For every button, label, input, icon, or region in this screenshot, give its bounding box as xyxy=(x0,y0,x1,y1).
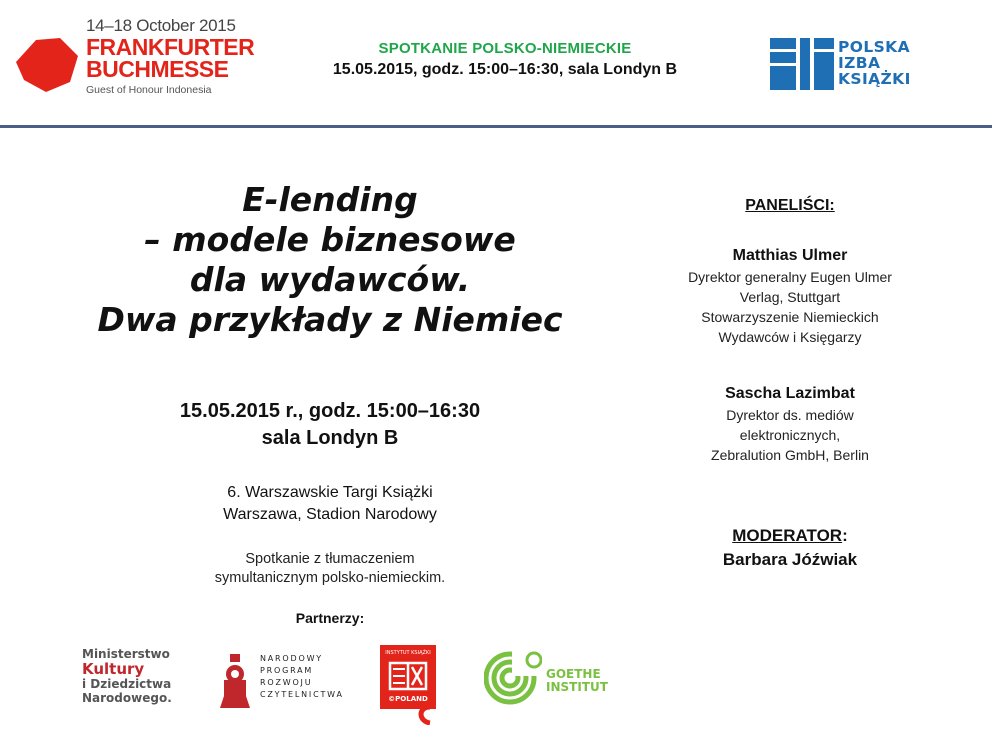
narodowy-program-logo xyxy=(216,652,366,712)
venue-line2: Warszawa, Stadion Narodowy xyxy=(223,506,437,523)
goethe-line2: INSTITUT xyxy=(546,680,608,694)
goethe-line1: GOETHE xyxy=(546,667,601,681)
title-line-1: E-lending xyxy=(242,180,418,219)
moderator-heading xyxy=(630,524,950,548)
translation-note xyxy=(40,550,620,588)
nprc-line3: ROZWOJU xyxy=(260,678,313,687)
partners-label: Partnerzy: xyxy=(295,610,365,626)
title-line-4: Dwa przykłady z Niemiec xyxy=(97,300,563,339)
mkidn-line1: Ministerstwo xyxy=(82,647,170,661)
panelist-role-line: Zebralution GmbH, Berlin xyxy=(711,447,869,463)
mkidn-line3: i Dziedzictwa xyxy=(82,677,172,691)
nprc-line4: CZYTELNICTWA xyxy=(260,690,344,699)
main-title xyxy=(40,180,620,340)
translation-line1: Spotkanie z tłumaczeniem xyxy=(245,551,415,567)
moderator-name: Barbara Jóźwiak xyxy=(722,550,858,569)
panelist-role-line: elektronicznych, xyxy=(739,427,841,443)
panelist-name: Sascha Lazimbat xyxy=(725,385,855,402)
nprc-line2: PROGRAM xyxy=(260,666,314,675)
ik-bottom-text: ©POLAND xyxy=(388,695,428,703)
panelist-role-line: Wydawców i Księgarzy xyxy=(718,329,862,345)
panelist-role-line: Dyrektor ds. mediów xyxy=(726,407,854,423)
panelist-role-line: Stowarzyszenie Niemieckich xyxy=(701,309,879,325)
event-datetime-line1: 15.05.2015 r., godz. 15:00–16:30 xyxy=(179,400,481,422)
fbm-dates: 14–18 October 2015 xyxy=(86,16,236,35)
instytut-ksiazki-logo xyxy=(378,645,438,725)
pik-book-icon xyxy=(770,38,834,90)
locomotive-icon xyxy=(218,654,254,708)
meeting-datetime: 15.05.2015, godz. 15:00–16:30, sala Londyn B xyxy=(332,61,678,78)
panelists-heading: PANELIŚCI: xyxy=(745,197,835,214)
event-datetime xyxy=(40,398,620,452)
ministry-of-culture-logo xyxy=(82,648,194,710)
ik-top-text: INSTYTUT KSIĄŻKI xyxy=(385,650,431,656)
polska-izba-ksiazki-logo xyxy=(770,38,945,90)
header-divider xyxy=(0,125,992,128)
panelist-role-line: Verlag, Stuttgart xyxy=(739,289,841,305)
goethe-institut-logo xyxy=(484,650,614,706)
event-venue xyxy=(40,482,620,526)
instytut-ksiazki-icon xyxy=(378,645,438,725)
moderator-label: MODERATOR xyxy=(732,526,843,545)
venue-line1: 6. Warszawskie Targi Książki xyxy=(227,484,433,501)
translation-line2: symultanicznym polsko-niemieckim. xyxy=(214,570,446,586)
pik-line1: POLSKA xyxy=(838,38,910,56)
header-meeting-info xyxy=(290,40,720,79)
mkidn-line2: Kultury xyxy=(82,660,145,678)
panelist xyxy=(630,245,950,347)
mkidn-line4: Narodowego. xyxy=(82,691,172,705)
panelist-role-line: Dyrektor generalny Eugen Ulmer xyxy=(688,269,892,285)
goethe-swirl-icon xyxy=(484,650,542,706)
meeting-title: SPOTKANIE POLSKO-NIEMIECKIE xyxy=(378,40,632,57)
title-line-3: dla wydawców. xyxy=(189,260,471,299)
fbm-guest-of-honour: Guest of Honour Indonesia xyxy=(86,84,212,96)
panelist-name: Matthias Ulmer xyxy=(732,247,848,264)
pik-line2: IZBA xyxy=(838,54,881,72)
panelist xyxy=(630,383,950,465)
pik-line3: KSIĄŻKI xyxy=(838,70,911,88)
fbm-name-line1: FRANKFURTER xyxy=(86,34,255,60)
fbm-name-line2: BUCHMESSE xyxy=(86,56,229,82)
nprc-line1: NARODOWY xyxy=(260,654,323,663)
title-line-2: – modele biznesowe xyxy=(144,220,516,259)
moderator-block xyxy=(630,524,950,572)
fbm-shape-icon xyxy=(16,34,80,94)
moderator-colon: : xyxy=(842,526,848,545)
frankfurter-buchmesse-logo xyxy=(14,14,254,100)
event-room: sala Londyn B xyxy=(261,427,399,449)
